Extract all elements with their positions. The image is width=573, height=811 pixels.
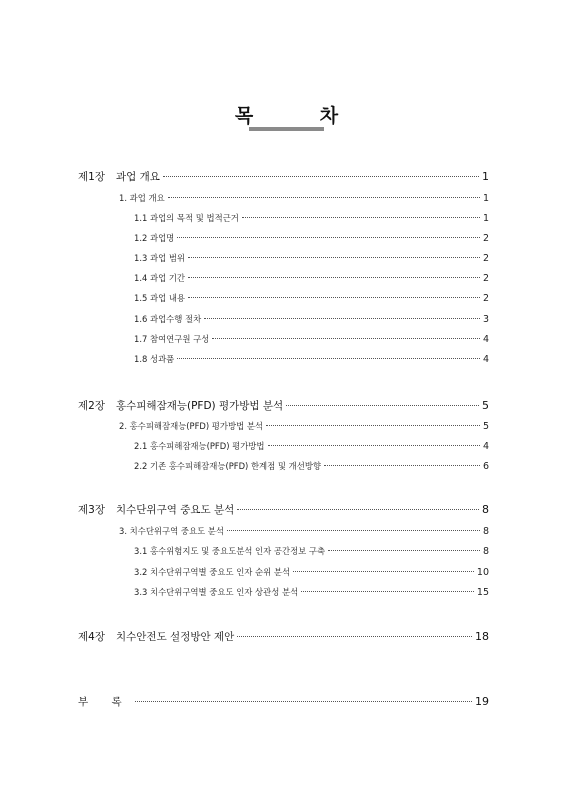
leader-dots bbox=[163, 175, 479, 177]
page-number: 8 bbox=[482, 526, 489, 537]
chapter-number: 제2장 bbox=[78, 400, 105, 412]
toc-subsection-1-5[interactable] bbox=[134, 292, 489, 308]
subsection-label: 1.8 성과품 bbox=[134, 354, 175, 364]
page-number: 4 bbox=[482, 441, 489, 452]
title-underline bbox=[249, 127, 324, 131]
subsection-label: 1.3 과업 범위 bbox=[134, 253, 186, 263]
subsection-label: 1.6 과업수행 절차 bbox=[134, 314, 202, 324]
subsection-label: 1.4 과업 기간 bbox=[134, 273, 186, 283]
section-label: 1. 과업 개요 bbox=[119, 193, 165, 203]
toc-section-3[interactable] bbox=[119, 525, 489, 541]
leader-dots bbox=[324, 464, 480, 466]
subsection-label: 1.1 과업의 목적 및 법적근거 bbox=[134, 213, 239, 223]
toc-subsection-1-8[interactable] bbox=[134, 353, 489, 369]
leader-dots bbox=[227, 529, 480, 531]
page-number: 8 bbox=[482, 503, 489, 516]
subsection-label: 3.1 홍수위험지도 및 중요도분석 인자 공간정보 구축 bbox=[134, 546, 326, 556]
page-number: 5 bbox=[482, 421, 489, 432]
leader-dots bbox=[242, 216, 480, 218]
toc-chapter-2[interactable] bbox=[78, 398, 489, 414]
toc-subsection-3-2[interactable] bbox=[134, 566, 489, 582]
toc-subsection-1-4[interactable] bbox=[134, 272, 489, 288]
leader-dots bbox=[177, 236, 480, 238]
page-number: 8 bbox=[482, 546, 489, 557]
leader-dots bbox=[266, 424, 480, 426]
subsection-label: 3.3 치수단위구역별 중요도 인자 상관성 분석 bbox=[134, 587, 299, 597]
toc-subsection-1-2[interactable] bbox=[134, 232, 489, 248]
subsection-label: 1.7 참여연구원 구성 bbox=[134, 334, 210, 344]
leader-dots bbox=[293, 570, 474, 572]
leader-dots bbox=[135, 700, 472, 702]
page-number: 3 bbox=[482, 314, 489, 325]
section-label: 2. 홍수피해잠재능(PFD) 평가방법 분석 bbox=[119, 421, 264, 431]
chapter-title: 치수단위구역 중요도 분석 bbox=[116, 504, 235, 516]
toc-chapter-4[interactable] bbox=[78, 629, 489, 645]
leader-dots bbox=[237, 635, 472, 637]
leader-dots bbox=[212, 337, 480, 339]
subsection-label: 2.1 홍수피해잠재능(PFD) 평가방법 bbox=[134, 441, 265, 451]
chapter-title: 과업 개요 bbox=[116, 171, 160, 183]
chapter-title: 치수안전도 설정방안 제안 bbox=[116, 631, 235, 643]
chapter-title: 홍수피해잠재능(PFD) 평가방법 분석 bbox=[116, 400, 284, 412]
leader-dots bbox=[286, 404, 479, 406]
page-number: 18 bbox=[475, 630, 489, 643]
toc-subsection-2-2[interactable] bbox=[134, 460, 489, 476]
page-number: 6 bbox=[482, 461, 489, 472]
toc-subsection-3-1[interactable] bbox=[134, 545, 489, 561]
chapter-number: 제3장 bbox=[78, 504, 105, 516]
page-number: 2 bbox=[482, 233, 489, 244]
toc-subsection-1-1[interactable] bbox=[134, 212, 489, 228]
page-number: 1 bbox=[482, 193, 489, 204]
chapter-number: 제1장 bbox=[78, 171, 105, 183]
page-number: 4 bbox=[482, 354, 489, 365]
leader-dots bbox=[204, 317, 480, 319]
page-number: 2 bbox=[482, 253, 489, 264]
page-number: 10 bbox=[476, 567, 489, 578]
page-number: 1 bbox=[482, 213, 489, 224]
toc-chapter-1[interactable] bbox=[78, 169, 489, 185]
leader-dots bbox=[177, 357, 480, 359]
leader-dots bbox=[188, 296, 480, 298]
page-number: 15 bbox=[476, 587, 489, 598]
leader-dots bbox=[168, 196, 480, 198]
toc-section-1[interactable] bbox=[119, 192, 489, 208]
toc-subsection-1-3[interactable] bbox=[134, 252, 489, 268]
leader-dots bbox=[301, 590, 474, 592]
toc-appendix[interactable] bbox=[78, 694, 489, 710]
leader-dots bbox=[237, 508, 479, 510]
section-label: 3. 치수단위구역 중요도 분석 bbox=[119, 526, 224, 536]
subsection-label: 1.5 과업 내용 bbox=[134, 293, 186, 303]
subsection-label: 3.2 치수단위구역별 중요도 인자 순위 분석 bbox=[134, 567, 291, 577]
toc-chapter-3[interactable] bbox=[78, 502, 489, 518]
page-number: 2 bbox=[482, 273, 489, 284]
page-number: 1 bbox=[482, 170, 489, 183]
toc-subsection-2-1[interactable] bbox=[134, 440, 489, 456]
leader-dots bbox=[268, 444, 480, 446]
toc-subsection-1-6[interactable] bbox=[134, 313, 489, 329]
leader-dots bbox=[328, 549, 480, 551]
page-number: 5 bbox=[482, 399, 489, 412]
toc-subsection-3-3[interactable] bbox=[134, 586, 489, 602]
appendix-label: 부 록 bbox=[78, 696, 132, 708]
toc-subsection-1-7[interactable] bbox=[134, 333, 489, 349]
leader-dots bbox=[188, 276, 480, 278]
subsection-label: 1.2 과업명 bbox=[134, 233, 175, 243]
leader-dots bbox=[188, 256, 480, 258]
page-number: 19 bbox=[475, 695, 489, 708]
page-number: 2 bbox=[482, 293, 489, 304]
toc-title: 목 차 bbox=[234, 105, 369, 127]
page-number: 4 bbox=[482, 334, 489, 345]
subsection-label: 2.2 기존 홍수피해잠재능(PFD) 한계점 및 개선방향 bbox=[134, 461, 322, 471]
toc-section-2[interactable] bbox=[119, 420, 489, 436]
chapter-number: 제4장 bbox=[78, 631, 105, 643]
